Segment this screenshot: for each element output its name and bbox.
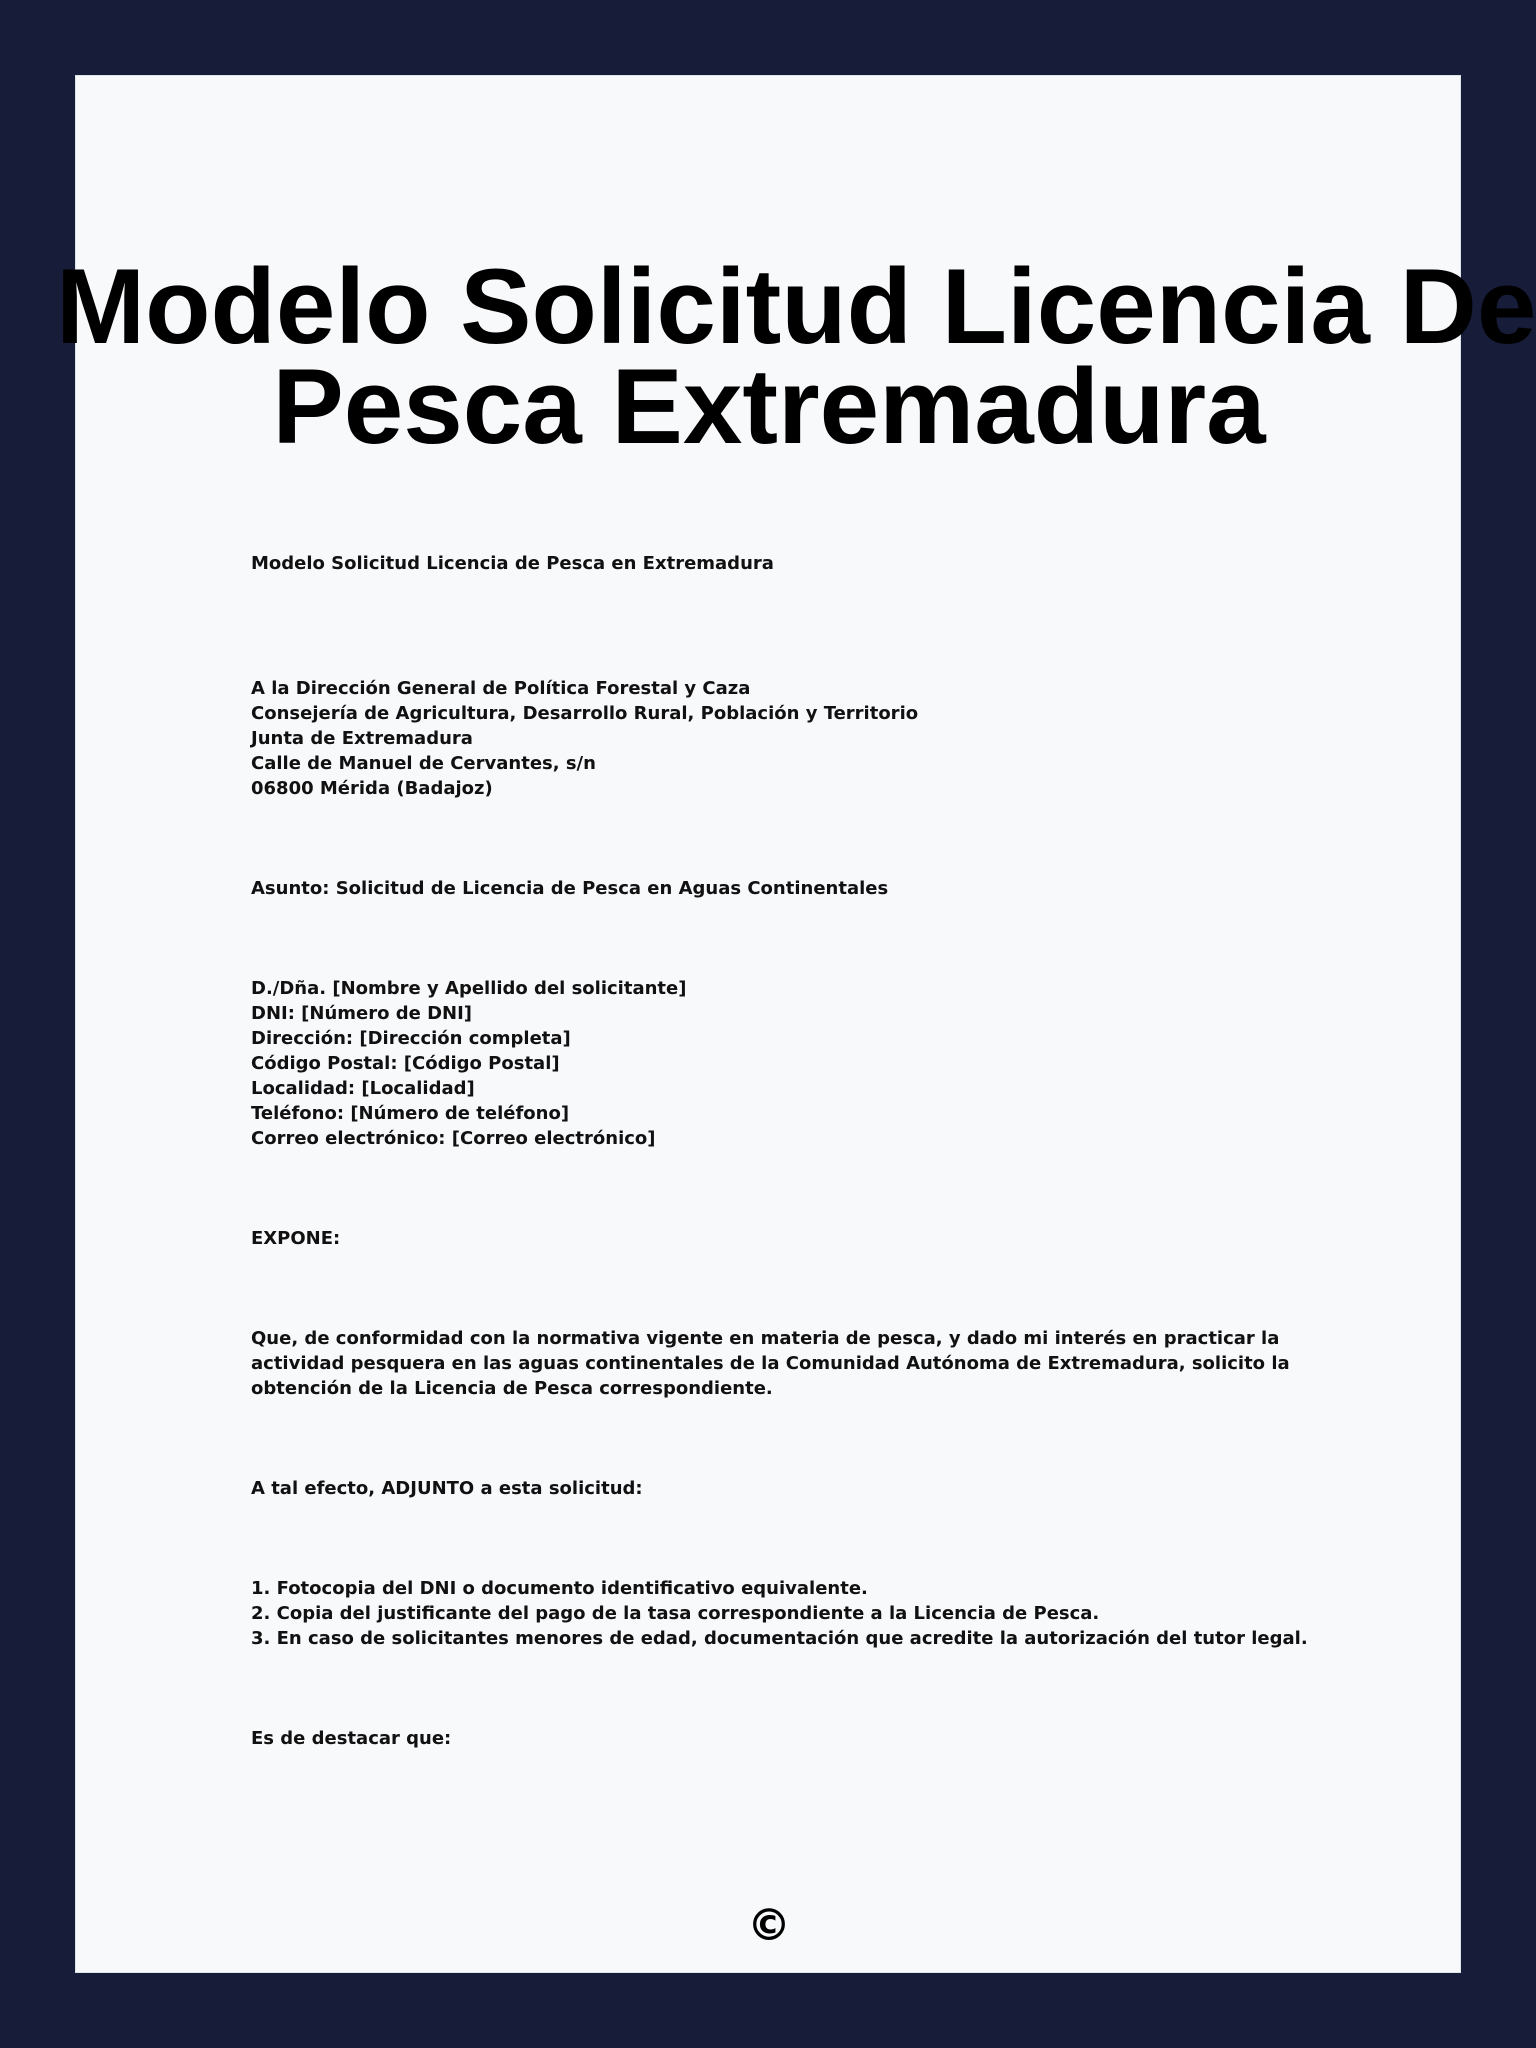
applicant-line: Correo electrónico: [Correo electrónico] (251, 1128, 656, 1149)
adjunto-intro: A tal efecto, ADJUNTO a esta solicitud: (251, 1478, 643, 1499)
applicant-line: Teléfono: [Número de teléfono] (251, 1103, 570, 1124)
closing-intro: Es de destacar que: (251, 1728, 452, 1749)
applicant-line: Localidad: [Localidad] (251, 1078, 475, 1099)
expone-line: actividad pesquera en las aguas continentales de la Comunidad Autónoma de Extremadura, solicito la (251, 1353, 1290, 1374)
expone-label: EXPONE: (251, 1228, 341, 1249)
page-title-line: Modelo Solicitud Licencia De (56, 246, 1536, 366)
document-heading: Modelo Solicitud Licencia de Pesca en Extremadura (251, 553, 774, 574)
page-title-line: Pesca Extremadura (272, 346, 1266, 466)
attachments-list (251, 1576, 1308, 1651)
attachment-item: 1. Fotocopia del DNI o documento identificativo equivalente. (251, 1578, 868, 1599)
document-page (56, 75, 1536, 1973)
recipient-line: A la Dirección General de Política Forestal y Caza (251, 678, 751, 699)
recipient-line: Junta de Extremadura (251, 728, 473, 749)
applicant-line: DNI: [Número de DNI] (251, 1003, 473, 1024)
subject-line: Asunto: Solicitud de Licencia de Pesca en Aguas Continentales (251, 878, 889, 899)
attachment-item: 2. Copia del justificante del pago de la tasa correspondiente a la Licencia de Pesca. (251, 1603, 1100, 1624)
recipient-line: Consejería de Agricultura, Desarrollo Rural, Población y Territorio (251, 703, 919, 724)
page-title (56, 246, 1536, 466)
recipient-address (251, 676, 1291, 801)
copyright-icon: © (747, 1900, 791, 1951)
attachment-item: 3. En caso de solicitantes menores de edad, documentación que acredite la autorización del tutor legal. (251, 1628, 1308, 1649)
applicant-line: D./Dña. [Nombre y Apellido del solicitante] (251, 978, 687, 999)
applicant-details (251, 976, 1291, 1151)
applicant-line: Dirección: [Dirección completa] (251, 1028, 571, 1049)
applicant-line: Código Postal: [Código Postal] (251, 1053, 560, 1074)
expone-paragraph (251, 1326, 1291, 1401)
expone-line: Que, de conformidad con la normativa vigente en materia de pesca, y dado mi interés en practicar la (251, 1328, 1280, 1349)
recipient-line: 06800 Mérida (Badajoz) (251, 778, 493, 799)
expone-line: obtención de la Licencia de Pesca correspondiente. (251, 1378, 773, 1399)
recipient-line: Calle de Manuel de Cervantes, s/n (251, 753, 596, 774)
